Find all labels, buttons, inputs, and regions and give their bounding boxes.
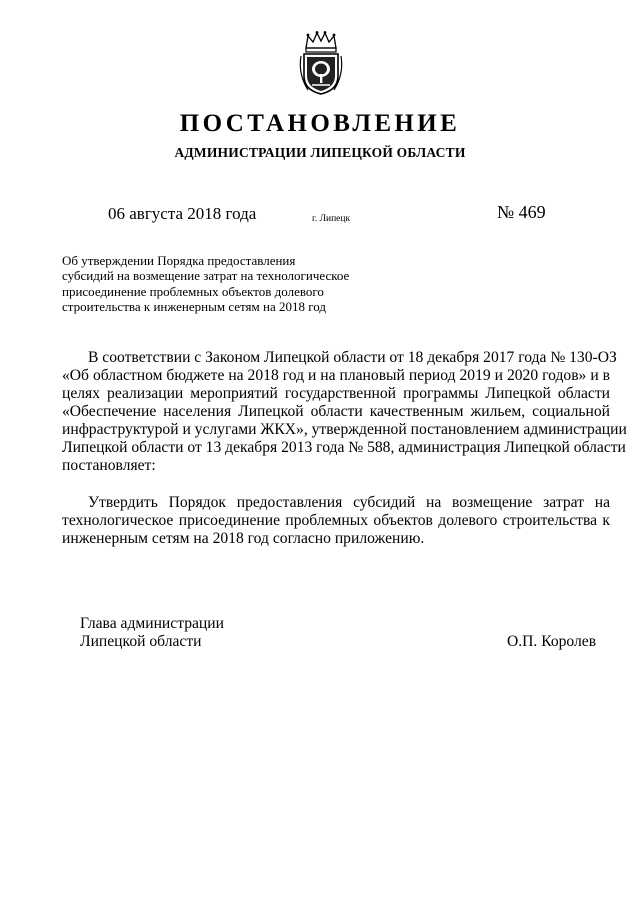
paragraph-line: постановляет: <box>62 457 156 474</box>
subject-line: присоединение проблемных объектов долевого <box>62 283 324 299</box>
paragraph-line: инфраструктурой и услугами ЖКХ», утвержденной постановлением администрации <box>62 421 627 438</box>
paragraph-line: инженерным сетям на 2018 год согласно приложению. <box>62 530 425 547</box>
issuing-authority: АДМИНИСТРАЦИИ ЛИПЕЦКОЙ ОБЛАСТИ <box>174 145 466 160</box>
paragraph-line: «Об областном бюджете на 2018 год и на плановый период 2019 и 2020 годов» и в <box>62 367 610 384</box>
document-subject <box>62 253 362 315</box>
signatory-position-line-2: Липецкой области <box>80 633 202 650</box>
paragraph-line: «Обеспечение населения Липецкой области качественным жильем, социальной <box>62 403 610 420</box>
paragraph-line: В соответствии с Законом Липецкой области от 18 декабря 2017 года № 130-ОЗ <box>88 349 617 366</box>
paragraph-line: Утвердить Порядок предоставления субсидий на возмещение затрат на <box>88 494 610 511</box>
subject-line: субсидий на возмещение затрат на технологическое <box>62 268 350 284</box>
signatory-position-line-1: Глава администрации <box>80 615 224 632</box>
subject-line: строительства к инженерным сетям на 2018 год <box>62 299 326 315</box>
paragraph-line: технологическое присоединение проблемных объектов долевого строительства к <box>62 512 610 529</box>
coat-of-arms-icon <box>298 30 344 96</box>
body-paragraph-1 <box>62 349 627 475</box>
subject-line: Об утверждении Порядка предоставления <box>62 253 296 268</box>
body-paragraph-2 <box>62 494 610 548</box>
document-number: № 469 <box>497 202 546 222</box>
signatory-name: О.П. Королев <box>507 633 597 650</box>
document-city: г. Липецк <box>312 214 351 224</box>
paragraph-line: целях реализации мероприятий государственной программы Липецкой области <box>62 385 610 402</box>
paragraph-line: Липецкой области от 13 декабря 2013 года № 588, администрация Липецкой области <box>62 439 626 456</box>
document-title: ПОСТАНОВЛЕНИЕ <box>179 110 461 137</box>
document-date: 06 августа 2018 года <box>108 204 257 223</box>
